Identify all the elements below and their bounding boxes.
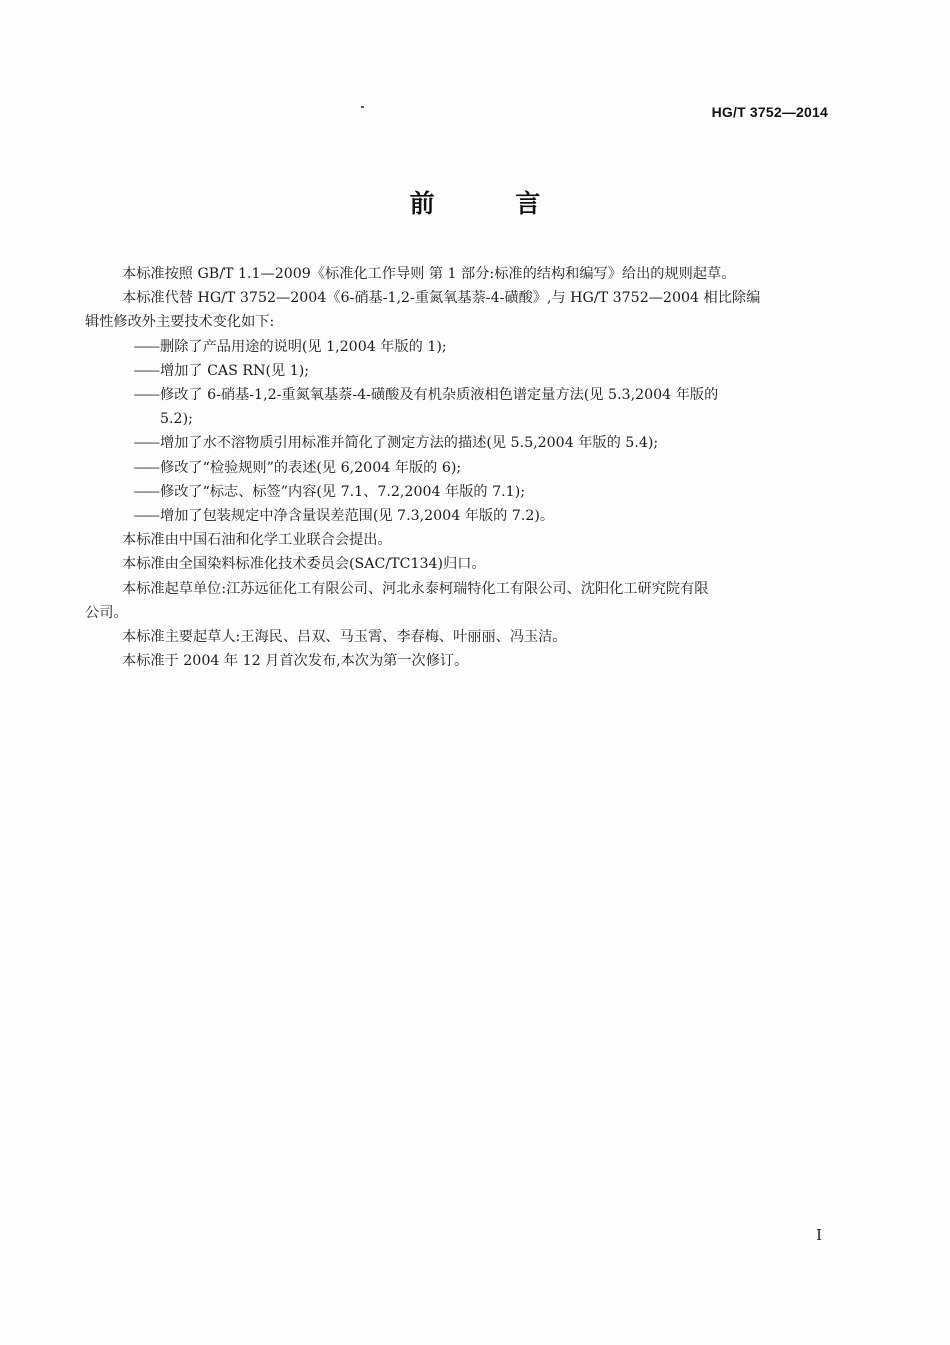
list-item-text: 删除了产品用途的说明(见 1,2004 年版的 1);	[160, 338, 447, 355]
list-item-text: 增加了 CAS RN(见 1);	[160, 362, 310, 379]
paragraph-drafting-units	[85, 577, 829, 625]
paragraph-release-history	[122, 649, 829, 673]
list-item-text-line2: 5.2);	[160, 411, 193, 428]
list-item-text: 增加了包装规定中净含量误差范围(见 7.3,2004 年版的 7.2)。	[160, 508, 555, 525]
page-title: 前 言	[409, 189, 577, 218]
paragraph-text: 本标准于 2004 年 12 月首次发布,本次为第一次修订。	[122, 653, 469, 670]
list-item	[122, 456, 829, 480]
paragraph-committee	[122, 552, 829, 576]
paragraph-text-line1: 本标准起草单位:江苏远征化工有限公司、河北永泰柯瑞特化工有限公司、沈阳化工研究院有限	[122, 580, 709, 597]
paragraph-text-line2: 公司。	[85, 604, 128, 621]
paragraph-proposer	[122, 528, 829, 552]
list-item-text: 增加了水不溶物质引用标准并简化了测定方法的描述(见 5.5,2004 年版的 5.4);	[160, 435, 659, 452]
list-dash: ——	[133, 387, 158, 404]
list-dash: ——	[133, 362, 158, 379]
paragraph-text-line2: 辑性修改外主要技术变化如下:	[85, 314, 275, 331]
paragraph-text: 本标准由中国石油和化学工业联合会提出。	[122, 532, 392, 549]
list-item	[122, 335, 829, 359]
page-number: I	[816, 1226, 822, 1244]
list-dash: ——	[133, 508, 158, 525]
preface-body	[85, 262, 829, 673]
paragraph-text: 本标准由全国染料标准化技术委员会(SAC/TC134)归口。	[122, 556, 486, 573]
list-item-text: 修改了“标志、标签”内容(见 7.1、7.2,2004 年版的 7.1);	[160, 483, 526, 500]
scan-speck	[361, 106, 364, 108]
list-item-text: 修改了“检验规则”的表述(见 6,2004 年版的 6);	[160, 459, 462, 476]
standard-code: HG/T 3752—2014	[711, 104, 828, 120]
list-dash: ——	[133, 483, 158, 500]
paragraph-drafters	[122, 625, 829, 649]
list-item	[122, 504, 829, 528]
paragraph-replacement	[85, 286, 829, 334]
list-item	[122, 383, 829, 431]
list-dash: ——	[133, 338, 158, 355]
list-dash: ——	[133, 435, 158, 452]
list-item	[122, 359, 829, 383]
list-item	[122, 480, 829, 504]
list-item	[122, 431, 829, 455]
paragraph-drafting-rules	[122, 262, 829, 286]
paragraph-text-line1: 本标准代替 HG/T 3752—2004《6-硝基-1,2-重氮氧基萘-4-磺酸》,与 HG/T 3752—2004 相比除编	[122, 290, 761, 307]
list-dash: ——	[133, 459, 158, 476]
list-item-text-line1: 修改了 6-硝基-1,2-重氮氧基萘-4-磺酸及有机杂质液相色谱定量方法(见 5.3,2004 年版的	[160, 387, 719, 404]
paragraph-text: 本标准按照 GB/T 1.1—2009《标准化工作导则 第 1 部分:标准的结构和编写》给出的规则起草。	[122, 266, 736, 282]
paragraph-text: 本标准主要起草人:王海民、吕双、马玉霄、李春梅、叶丽丽、冯玉洁。	[122, 629, 567, 646]
